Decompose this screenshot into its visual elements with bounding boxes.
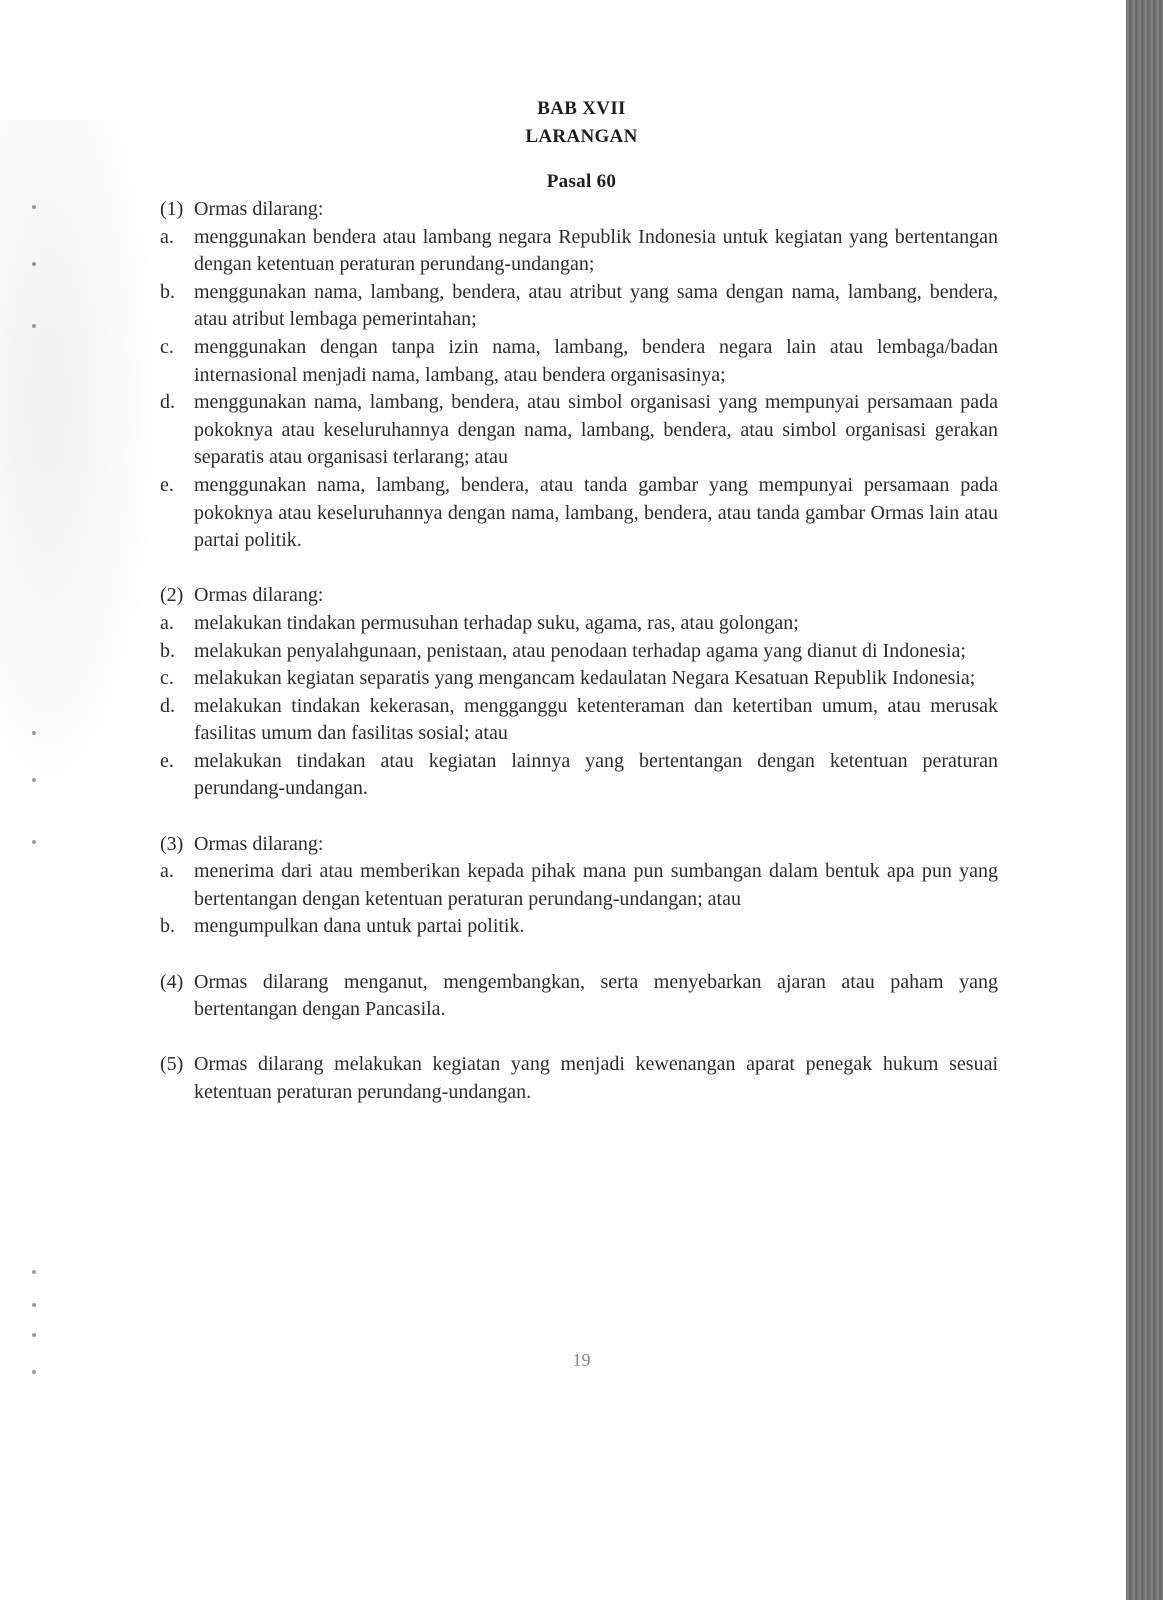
ayat-number: (4) (160, 970, 184, 993)
scan-speck (32, 1303, 36, 1307)
scan-speck (32, 778, 36, 782)
list-item (160, 334, 998, 389)
list-item (160, 389, 998, 472)
item-letter: d. (160, 391, 175, 414)
ayat-text: Ormas dilarang: (194, 832, 324, 855)
item-letter: b. (160, 915, 175, 938)
item-letter: e. (160, 749, 174, 772)
scan-speck (32, 1333, 36, 1337)
item-letter: a. (160, 611, 174, 634)
item-text: mengumpulkan dana untuk partai politik. (194, 915, 525, 938)
item-text: menerima dari atau memberikan kepada pihak mana pun sumbangan dalam bentuk apa pun yang bertentangan dengan ketentuan peraturan perundang-undangan; atau (194, 860, 998, 910)
article-body (160, 196, 998, 1107)
scan-speck (32, 324, 36, 328)
ayat-1 (160, 196, 998, 224)
ayat-text: Ormas dilarang: (194, 198, 324, 220)
spacer (160, 941, 998, 969)
chapter-heading: BAB XVII (537, 98, 626, 119)
scan-speck (32, 262, 36, 266)
item-letter: c. (160, 667, 174, 690)
ayat-text: Ormas dilarang menganut, mengembangkan, serta menyebarkan ajaran atau paham yang bertentangan dengan Pancasila. (194, 970, 998, 1021)
ayat-number: (2) (160, 584, 184, 607)
item-text: melakukan tindakan kekerasan, mengganggu ketenteraman dan ketertiban umum, atau merusak fasilitas umum dan fasilitas sosial; atau (194, 694, 998, 745)
item-letter: d. (160, 694, 175, 717)
item-text: melakukan penyalahgunaan, penistaan, atau penodaan terhadap agama yang dianut di Indonesia; (194, 639, 966, 662)
scan-speck (32, 840, 36, 844)
list-item (160, 224, 998, 279)
ayat-text: Ormas dilarang: (194, 584, 324, 607)
list-item (160, 858, 998, 913)
list-item (160, 913, 998, 941)
ayat-5 (160, 1051, 998, 1106)
page-number: 19 (572, 1350, 591, 1370)
chapter-title: LARANGAN (525, 126, 638, 147)
ayat-number: (5) (160, 1053, 184, 1076)
list-item (160, 279, 998, 334)
scan-speck (32, 1270, 36, 1274)
item-text: melakukan tindakan permusuhan terhadap suku, agama, ras, atau golongan; (194, 611, 799, 634)
item-letter: c. (160, 335, 174, 358)
list-item (160, 665, 998, 693)
ayat-number: (1) (160, 198, 184, 220)
item-text: menggunakan nama, lambang, bendera, atau tanda gambar yang mempunyai persamaan pada pokoknya atau keseluruhannya dengan nama, lambang, bendera, atau tanda gambar Ormas lain atau partai politik. (194, 473, 998, 552)
list-item (160, 748, 998, 803)
spacer (160, 1024, 998, 1052)
article-heading: Pasal 60 (546, 171, 617, 192)
ayat-3 (160, 831, 998, 859)
ayat-text: Ormas dilarang melakukan kegiatan yang menjadi kewenangan aparat penegak hukum sesuai ketentuan peraturan perundang-undangan. (194, 1053, 998, 1103)
ayat-4 (160, 969, 998, 1024)
spacer (160, 803, 998, 831)
spacer (160, 555, 998, 583)
list-item (160, 693, 998, 748)
ayat-2 (160, 582, 998, 610)
list-item (160, 610, 998, 638)
item-letter: b. (160, 639, 175, 662)
item-letter: e. (160, 473, 174, 496)
item-text: menggunakan bendera atau lambang negara Republik Indonesia untuk kegiatan yang bertentangan dengan ketentuan peraturan perundang-undangan; (194, 225, 998, 276)
item-text: menggunakan nama, lambang, bendera, atau atribut yang sama dengan nama, lambang, bendera, atau atribut lembaga pemerintahan; (194, 280, 998, 331)
list-item (160, 472, 998, 555)
item-text: melakukan tindakan atau kegiatan lainnya yang bertentangan dengan ketentuan peraturan perundang-undangan. (194, 749, 998, 800)
item-text: menggunakan dengan tanpa izin nama, lambang, bendera negara lain atau lembaga/badan internasional menjadi nama, lambang, atau bendera organisasinya; (194, 335, 998, 386)
list-item (160, 638, 998, 666)
scan-shadow (0, 120, 160, 820)
item-letter: b. (160, 280, 175, 303)
item-text: menggunakan nama, lambang, bendera, atau simbol organisasi yang mempunyai persamaan pada pokoknya atau keseluruhannya dengan nama, lambang, bendera, atau simbol organisasi gerakan separatis atau organisasi terlarang; atau (194, 391, 998, 469)
item-text: melakukan kegiatan separatis yang mengancam kedaulatan Negara Kesatuan Republik Indonesia; (194, 667, 976, 690)
item-letter: a. (160, 225, 174, 248)
scan-speck (32, 731, 36, 735)
scan-speck (32, 205, 36, 209)
ayat-number: (3) (160, 832, 184, 855)
item-letter: a. (160, 860, 174, 883)
